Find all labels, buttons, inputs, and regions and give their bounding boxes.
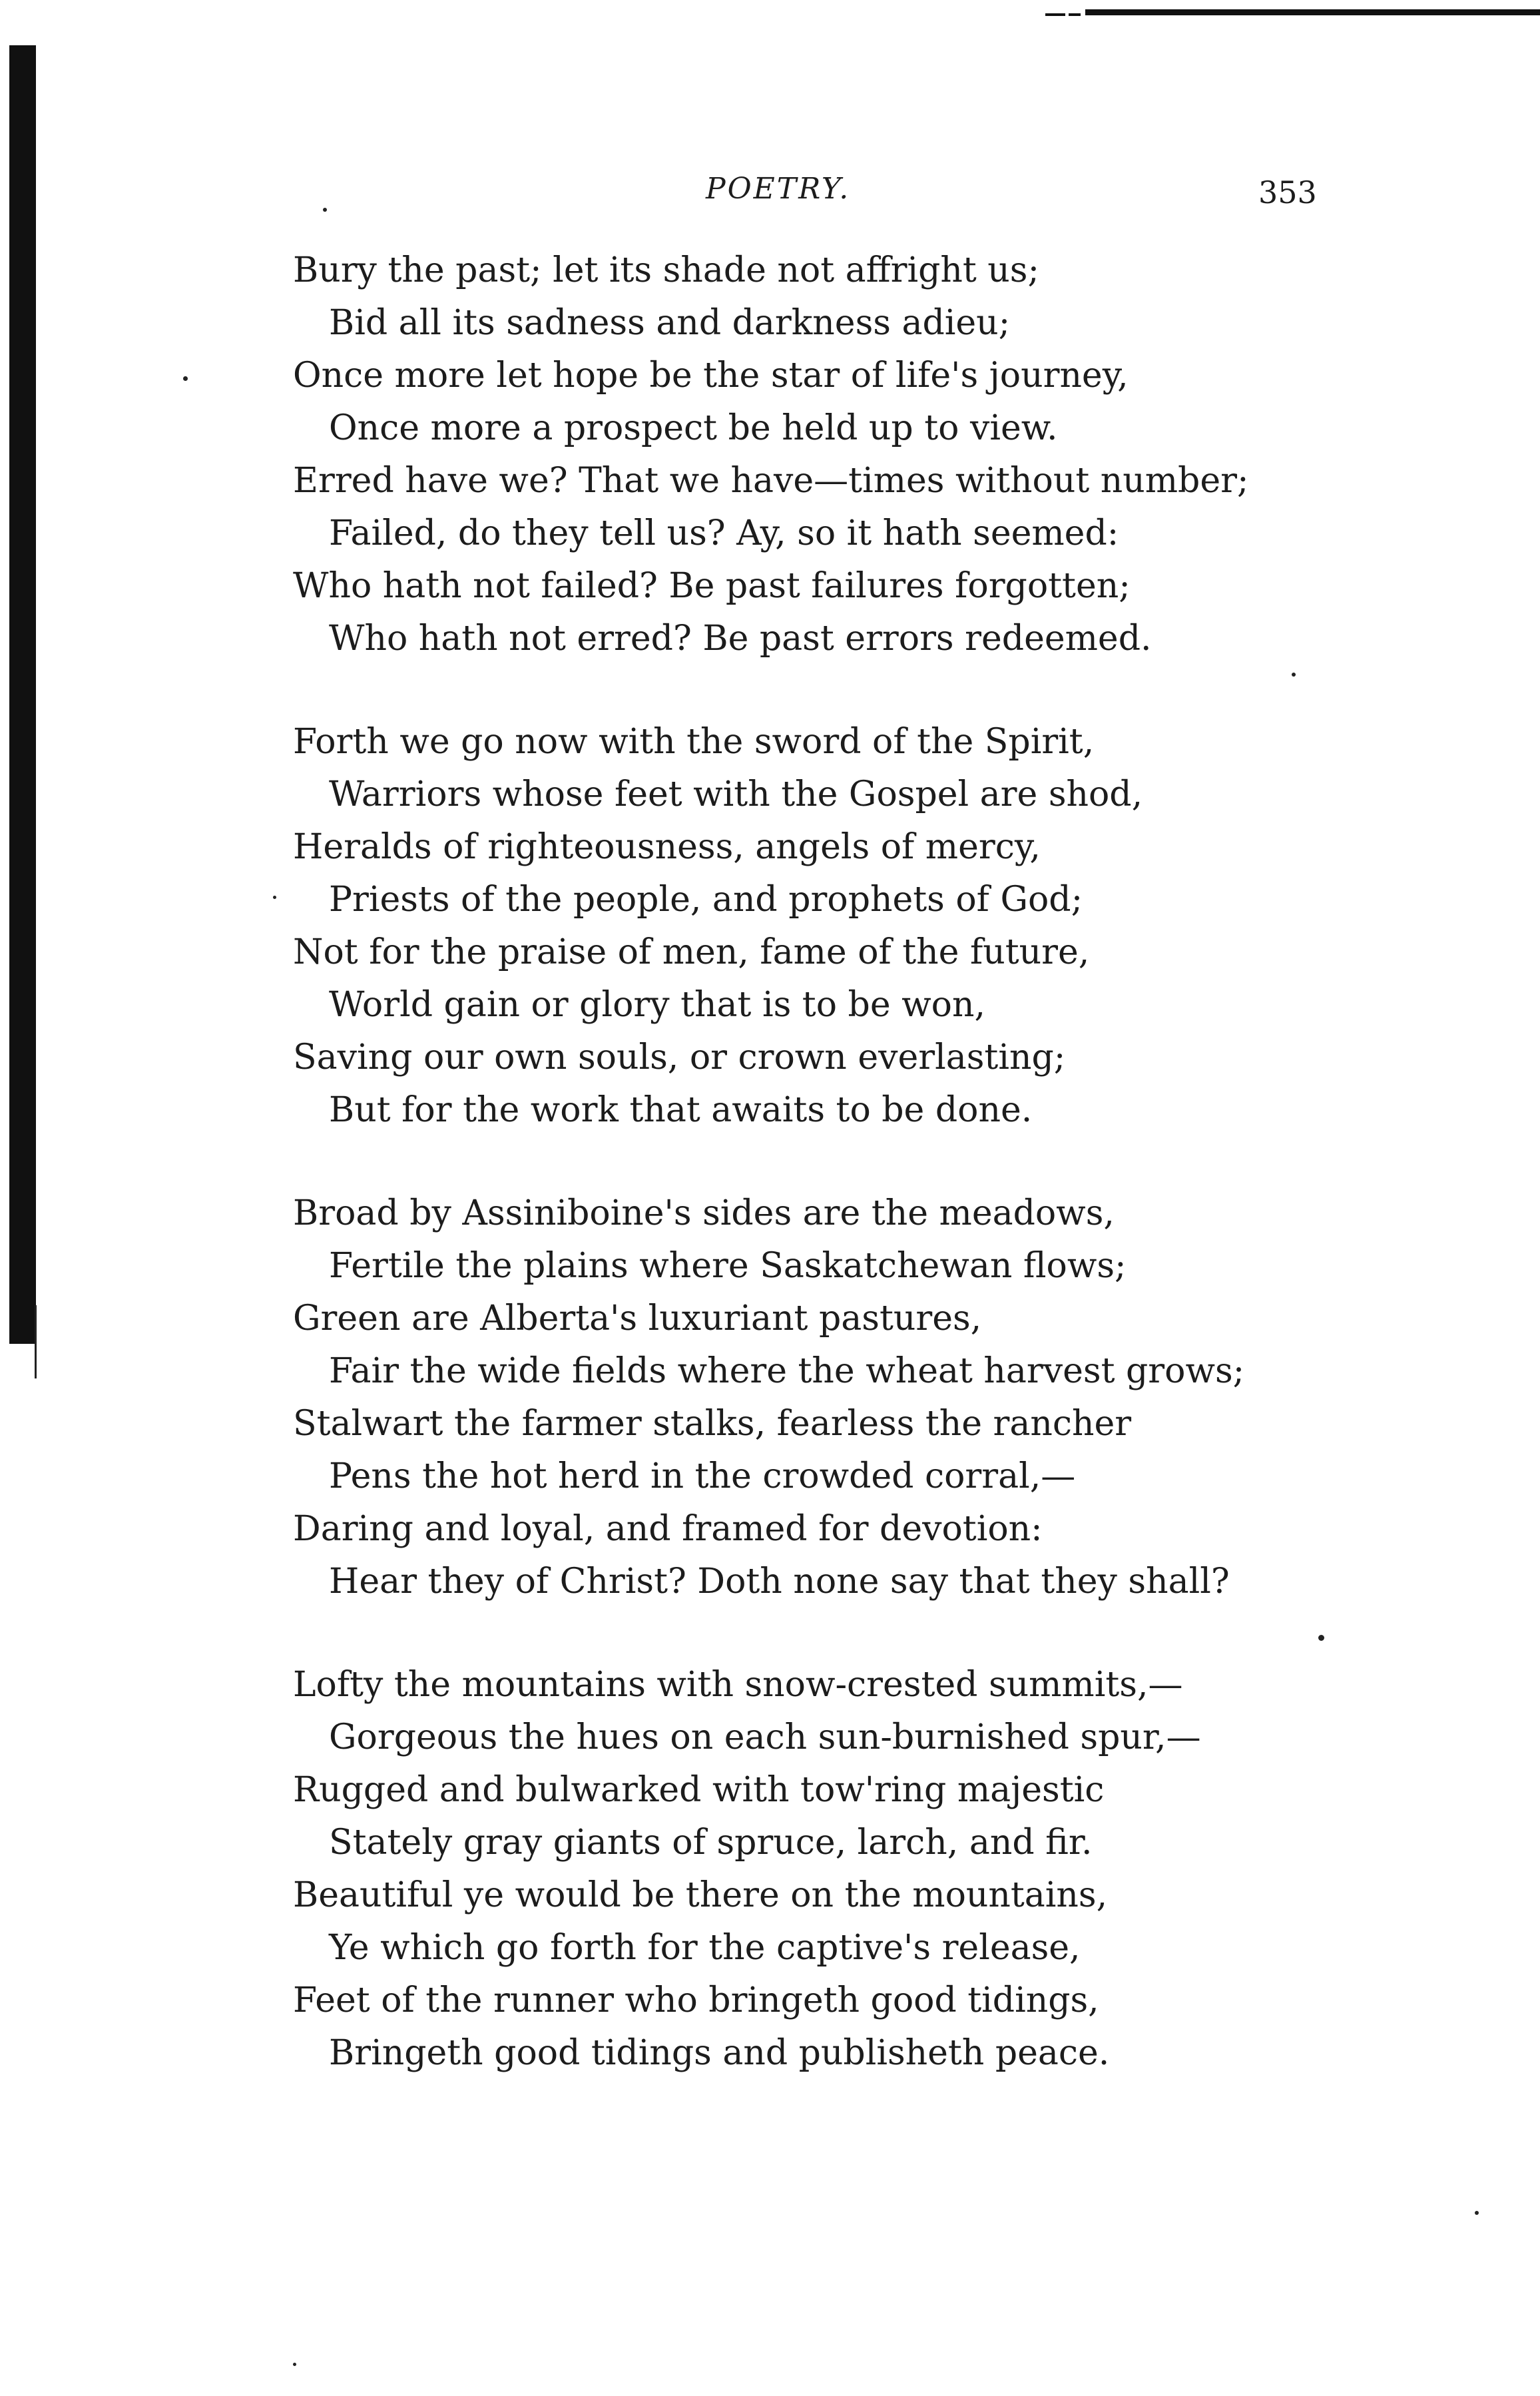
poem-line: World gain or glory that is to be won, [329,985,985,1025]
poem-line: Broad by Assiniboine's sides are the meadows, [293,1193,1115,1233]
binding-hairline [35,1305,37,1378]
poem-line: Lofty the mountains with snow-crested summits,— [293,1665,1183,1705]
scan-speck [273,896,276,899]
poem-line: Feet of the runner who bringeth good tidings, [293,1980,1099,2020]
scan-speck [183,376,188,381]
poem-line: Ye which go forth for the captive's release, [329,1928,1081,1968]
poem-line: Stately gray giants of spruce, larch, and fir. [329,1823,1093,1863]
top-edge-dash [1069,13,1081,16]
poem-line: Priests of the people, and prophets of God; [329,880,1083,920]
poem-line: Saving our own souls, or crown everlasting; [293,1038,1066,1077]
poem-line: Failed, do they tell us? Ay, so it hath seemed: [329,513,1119,553]
poem-line: Who hath not erred? Be past errors redeemed. [329,619,1152,659]
poem-line: Not for the praise of men, fame of the future, [293,932,1090,972]
poem-body [293,244,1491,2130]
poem-line: Forth we go now with the sword of the Spirit, [293,722,1095,762]
poem-line: Gorgeous the hues on each sun-burnished spur,— [329,1717,1201,1757]
poem-line: Daring and loyal, and framed for devotion: [293,1509,1043,1549]
poem-line: But for the work that awaits to be done. [329,1090,1033,1130]
page-number: 353 [1258,174,1317,210]
scan-speck [293,2363,296,2366]
poem-line: Fair the wide fields where the wheat harvest grows; [329,1351,1245,1391]
stanza [293,1187,1491,1608]
poem-line: Rugged and bulwarked with tow'ring majestic [293,1770,1105,1810]
scan-speck [323,208,327,212]
poem-line: Stalwart the farmer stalks, fearless the rancher [293,1404,1132,1444]
poem-line: Fertile the plains where Saskatchewan flows; [329,1246,1127,1286]
poem-line: Once more let hope be the star of life's journey, [293,356,1129,396]
poem-line: Once more a prospect be held up to view. [329,408,1058,448]
scan-speck [1475,2211,1479,2215]
top-edge-dash [1045,13,1065,16]
poem-line: Warriors whose feet with the Gospel are shod, [329,774,1143,814]
poem-line: Pens the hot herd in the crowded corral,— [329,1456,1076,1496]
poem-line: Bid all its sadness and darkness adieu; [329,303,1011,343]
poem-line: Bringeth good tidings and publisheth peace. [329,2033,1110,2073]
poem-line: Who hath not failed? Be past failures forgotten; [293,566,1131,606]
stanza [293,244,1491,665]
poem-line: Erred have we? That we have—times without number; [293,461,1249,501]
poem-line: Green are Alberta's luxuriant pastures, [293,1299,982,1339]
poem-line: Beautiful ye would be there on the mountains, [293,1875,1108,1915]
poem-line: Bury the past; let its shade not affright us; [293,250,1039,290]
binding-shadow [9,45,36,1344]
poem-line: Hear they of Christ? Doth none say that they shall? [329,1562,1230,1602]
poem-line: Heralds of righteousness, angels of mercy, [293,827,1041,867]
stanza [293,716,1491,1137]
stanza [293,1659,1491,2080]
running-title: POETRY. [706,172,851,206]
top-edge-rule [1085,9,1540,15]
